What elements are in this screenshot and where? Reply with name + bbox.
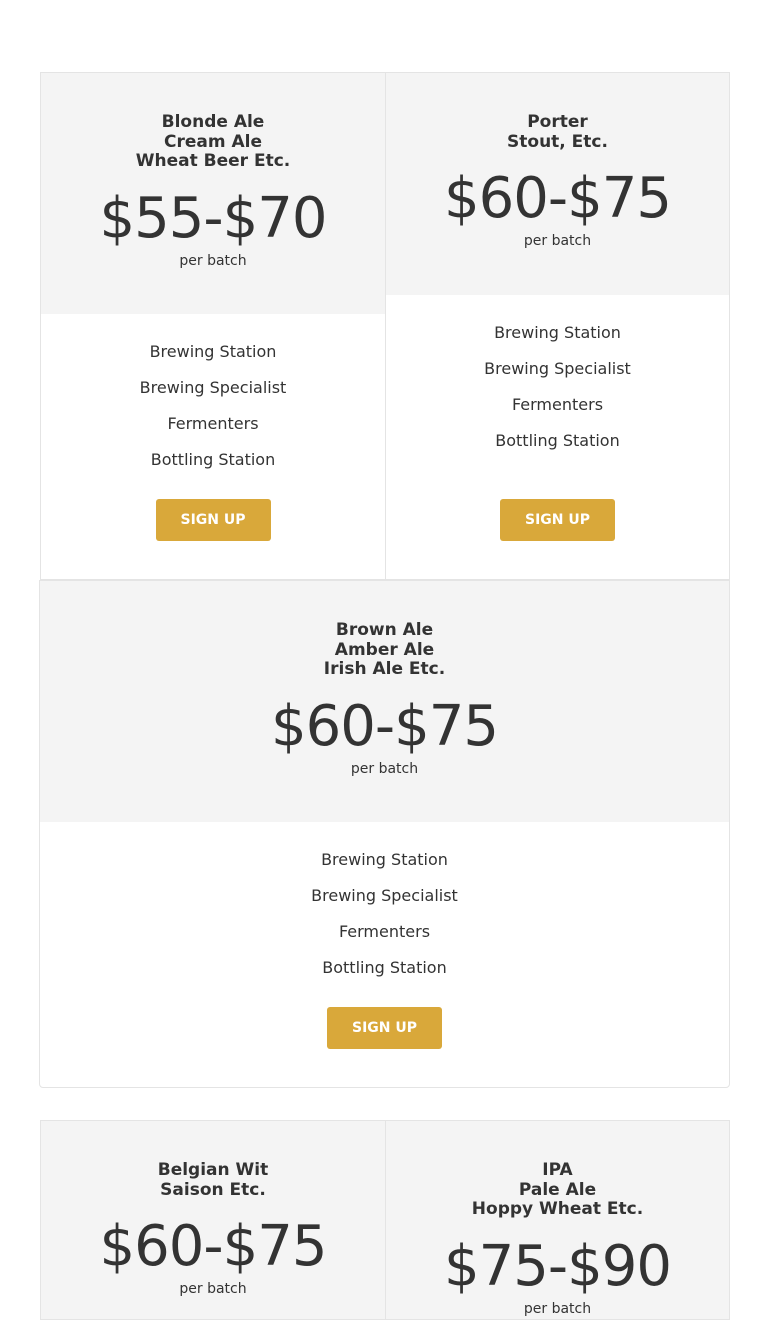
sign-up-button[interactable]: SIGN UP [156,499,271,541]
feature-item: Fermenters [511,395,604,414]
price-unit: per batch [523,233,592,249]
card-header [386,73,729,295]
feature-item: Fermenters [167,414,259,433]
plan-title [386,1161,729,1220]
plan-title-line: Saison Etc. [160,1179,266,1200]
pricing-card-blonde-ale [40,72,386,580]
plan-title [41,113,385,172]
plan-title [40,621,729,680]
feature-item: Brewing Specialist [484,359,631,378]
price-unit: per batch [179,252,247,269]
plan-title-line: Brown Ale [335,620,434,640]
card-header [40,581,729,822]
price-unit: per batch [350,760,419,777]
plan-title-line: Cream Ale [163,131,262,152]
plan-title-line: Porter [527,112,588,132]
feature-list [386,295,729,459]
price-unit: per batch [179,1281,247,1297]
plan-title-line: Belgian Wit [157,1160,269,1180]
plan-title-line: Wheat Beer Etc. [135,151,291,171]
plan-title-line: Blonde Ale [161,112,265,132]
plan-title-line: Hoppy Wheat Etc. [471,1199,644,1219]
sign-up-button[interactable]: SIGN UP [500,499,615,541]
plan-title [386,113,729,152]
plan-title-line: IPA [542,1160,573,1180]
pricing-card-belgian-wit [40,1120,386,1320]
feature-item: Brewing Specialist [139,378,287,397]
sign-up-button[interactable]: SIGN UP [327,1007,442,1049]
pricing-card-porter [385,72,730,580]
card-header [386,1121,729,1320]
card-header [41,1121,385,1320]
plan-title-line: Irish Ale Etc. [323,659,446,679]
pricing-card-brown-ale [39,580,730,1088]
feature-item: Brewing Station [149,342,277,361]
plan-price: $60-$75 [99,1214,327,1279]
feature-list [41,314,385,478]
feature-item: Brewing Station [321,850,448,869]
plan-price: $60-$75 [444,166,671,231]
plan-title-line: Amber Ale [334,639,435,660]
price-unit: per batch [523,1300,592,1317]
plan-price: $55-$70 [99,185,327,251]
card-header [41,73,385,314]
feature-item: Bottling Station [495,431,620,450]
plan-price: $75-$90 [444,1233,671,1299]
plan-title-line: Stout, Etc. [507,131,608,152]
feature-item: Brewing Specialist [311,886,458,905]
feature-item: Bottling Station [150,450,276,469]
feature-list [40,822,729,986]
plan-price: $60-$75 [271,693,498,759]
pricing-card-ipa [385,1120,730,1320]
plan-title-line: Pale Ale [518,1179,597,1200]
plan-title [41,1161,385,1200]
feature-item: Brewing Station [494,323,621,342]
feature-item: Bottling Station [322,958,447,977]
feature-item: Fermenters [338,922,431,941]
